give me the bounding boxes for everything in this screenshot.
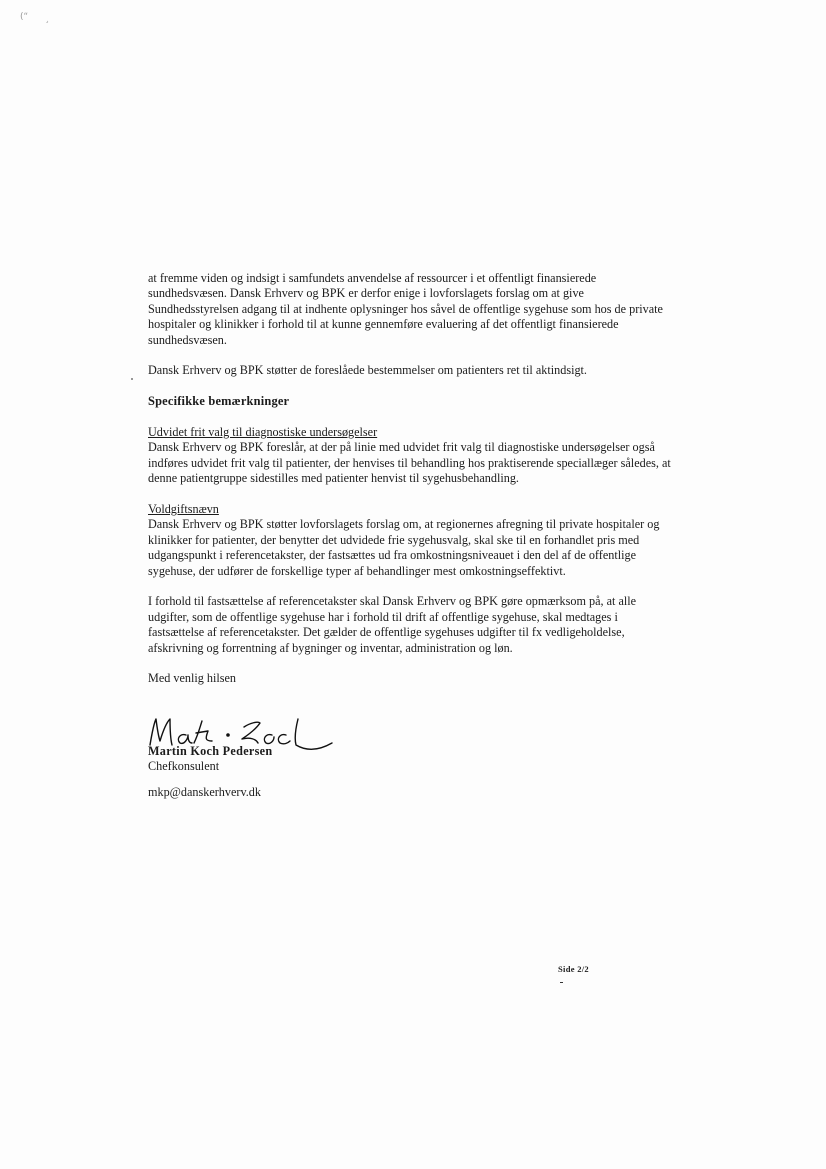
signature-block — [148, 744, 272, 775]
signer-email: mkp@danskerhverv.dk — [148, 785, 261, 799]
subsection-title: Udvidet frit valg til diagnostiske undersøgelser — [148, 425, 378, 440]
signer-title: Chefkonsulent — [148, 759, 220, 774]
scan-dot — [131, 378, 133, 380]
subsection — [148, 425, 676, 487]
subsection-title: Voldgiftsnævn — [148, 502, 219, 517]
scan-artifact: (“ — [20, 12, 29, 22]
subsection-text: Dansk Erhverv og BPK foreslår, at der på linie med udvidet frit valg til diagnostiske undersøgelser også indføres udvidet frit valg til patienter, der henvises til behandling hos praktiserende speciallæger således, at denne patientgruppe sidestilles med patienter henvist til sygehusbehandling. — [148, 440, 671, 486]
closing-salutation: Med venlig hilsen — [148, 671, 237, 686]
letter-body — [148, 271, 676, 702]
page-number-mark — [560, 982, 563, 983]
page-number: Side 2/2 — [558, 964, 589, 974]
paragraph: at fremme viden og indsigt i samfundets anvendelse af ressourcer i et offentligt finansierede sundhedsvæsen. Dansk Erhverv og BPK er derfor enige i lovforslagets forslag om at give Sundhedsstyrelsen adgang til at indhente oplysninger hos såvel de offentlige sygehuse som hos de private hospitaler og klinikker i forhold til at kunne gennemføre evaluering af det offentligt finansierede sundhedsvæsen. — [148, 271, 663, 347]
signer-name: Martin Koch Pedersen — [148, 744, 273, 758]
paragraph: Dansk Erhverv og BPK støtter de foreslåede bestemmelser om patienters ret til aktindsigt. — [148, 363, 587, 378]
paragraph: I forhold til fastsættelse af referencetakster skal Dansk Erhverv og BPK gøre opmærksom på, at alle udgifter, som de offentlige sygehuse har i forhold til drift af offentlige sygehuse, skal medtages i fastsættelse af referencetakster. Det gælder de offentlige sygehuses udgifter til fx vedligeholdelse, afskrivning og forrentning af bygninger og inventar, administration og løn. — [148, 594, 637, 655]
subsection-text: Dansk Erhverv og BPK støtter lovforslagets forslag om, at regionernes afregning til private hospitaler og klinikker for patienter, der benytter det udvidede frie sygehusvalg, skal ske til en forhandlet pris med udgangspunkt i referencetakster, der fastsættes ud fra omkostningsniveauet i den del af de offentlige sygehuse, der udfører de forskellige typer af behandlinger mest omkostningseffektivt. — [148, 517, 660, 578]
section-heading: Specifikke bemærkninger — [148, 394, 290, 409]
scan-artifact: ¸ — [45, 14, 50, 24]
subsection — [148, 502, 676, 579]
